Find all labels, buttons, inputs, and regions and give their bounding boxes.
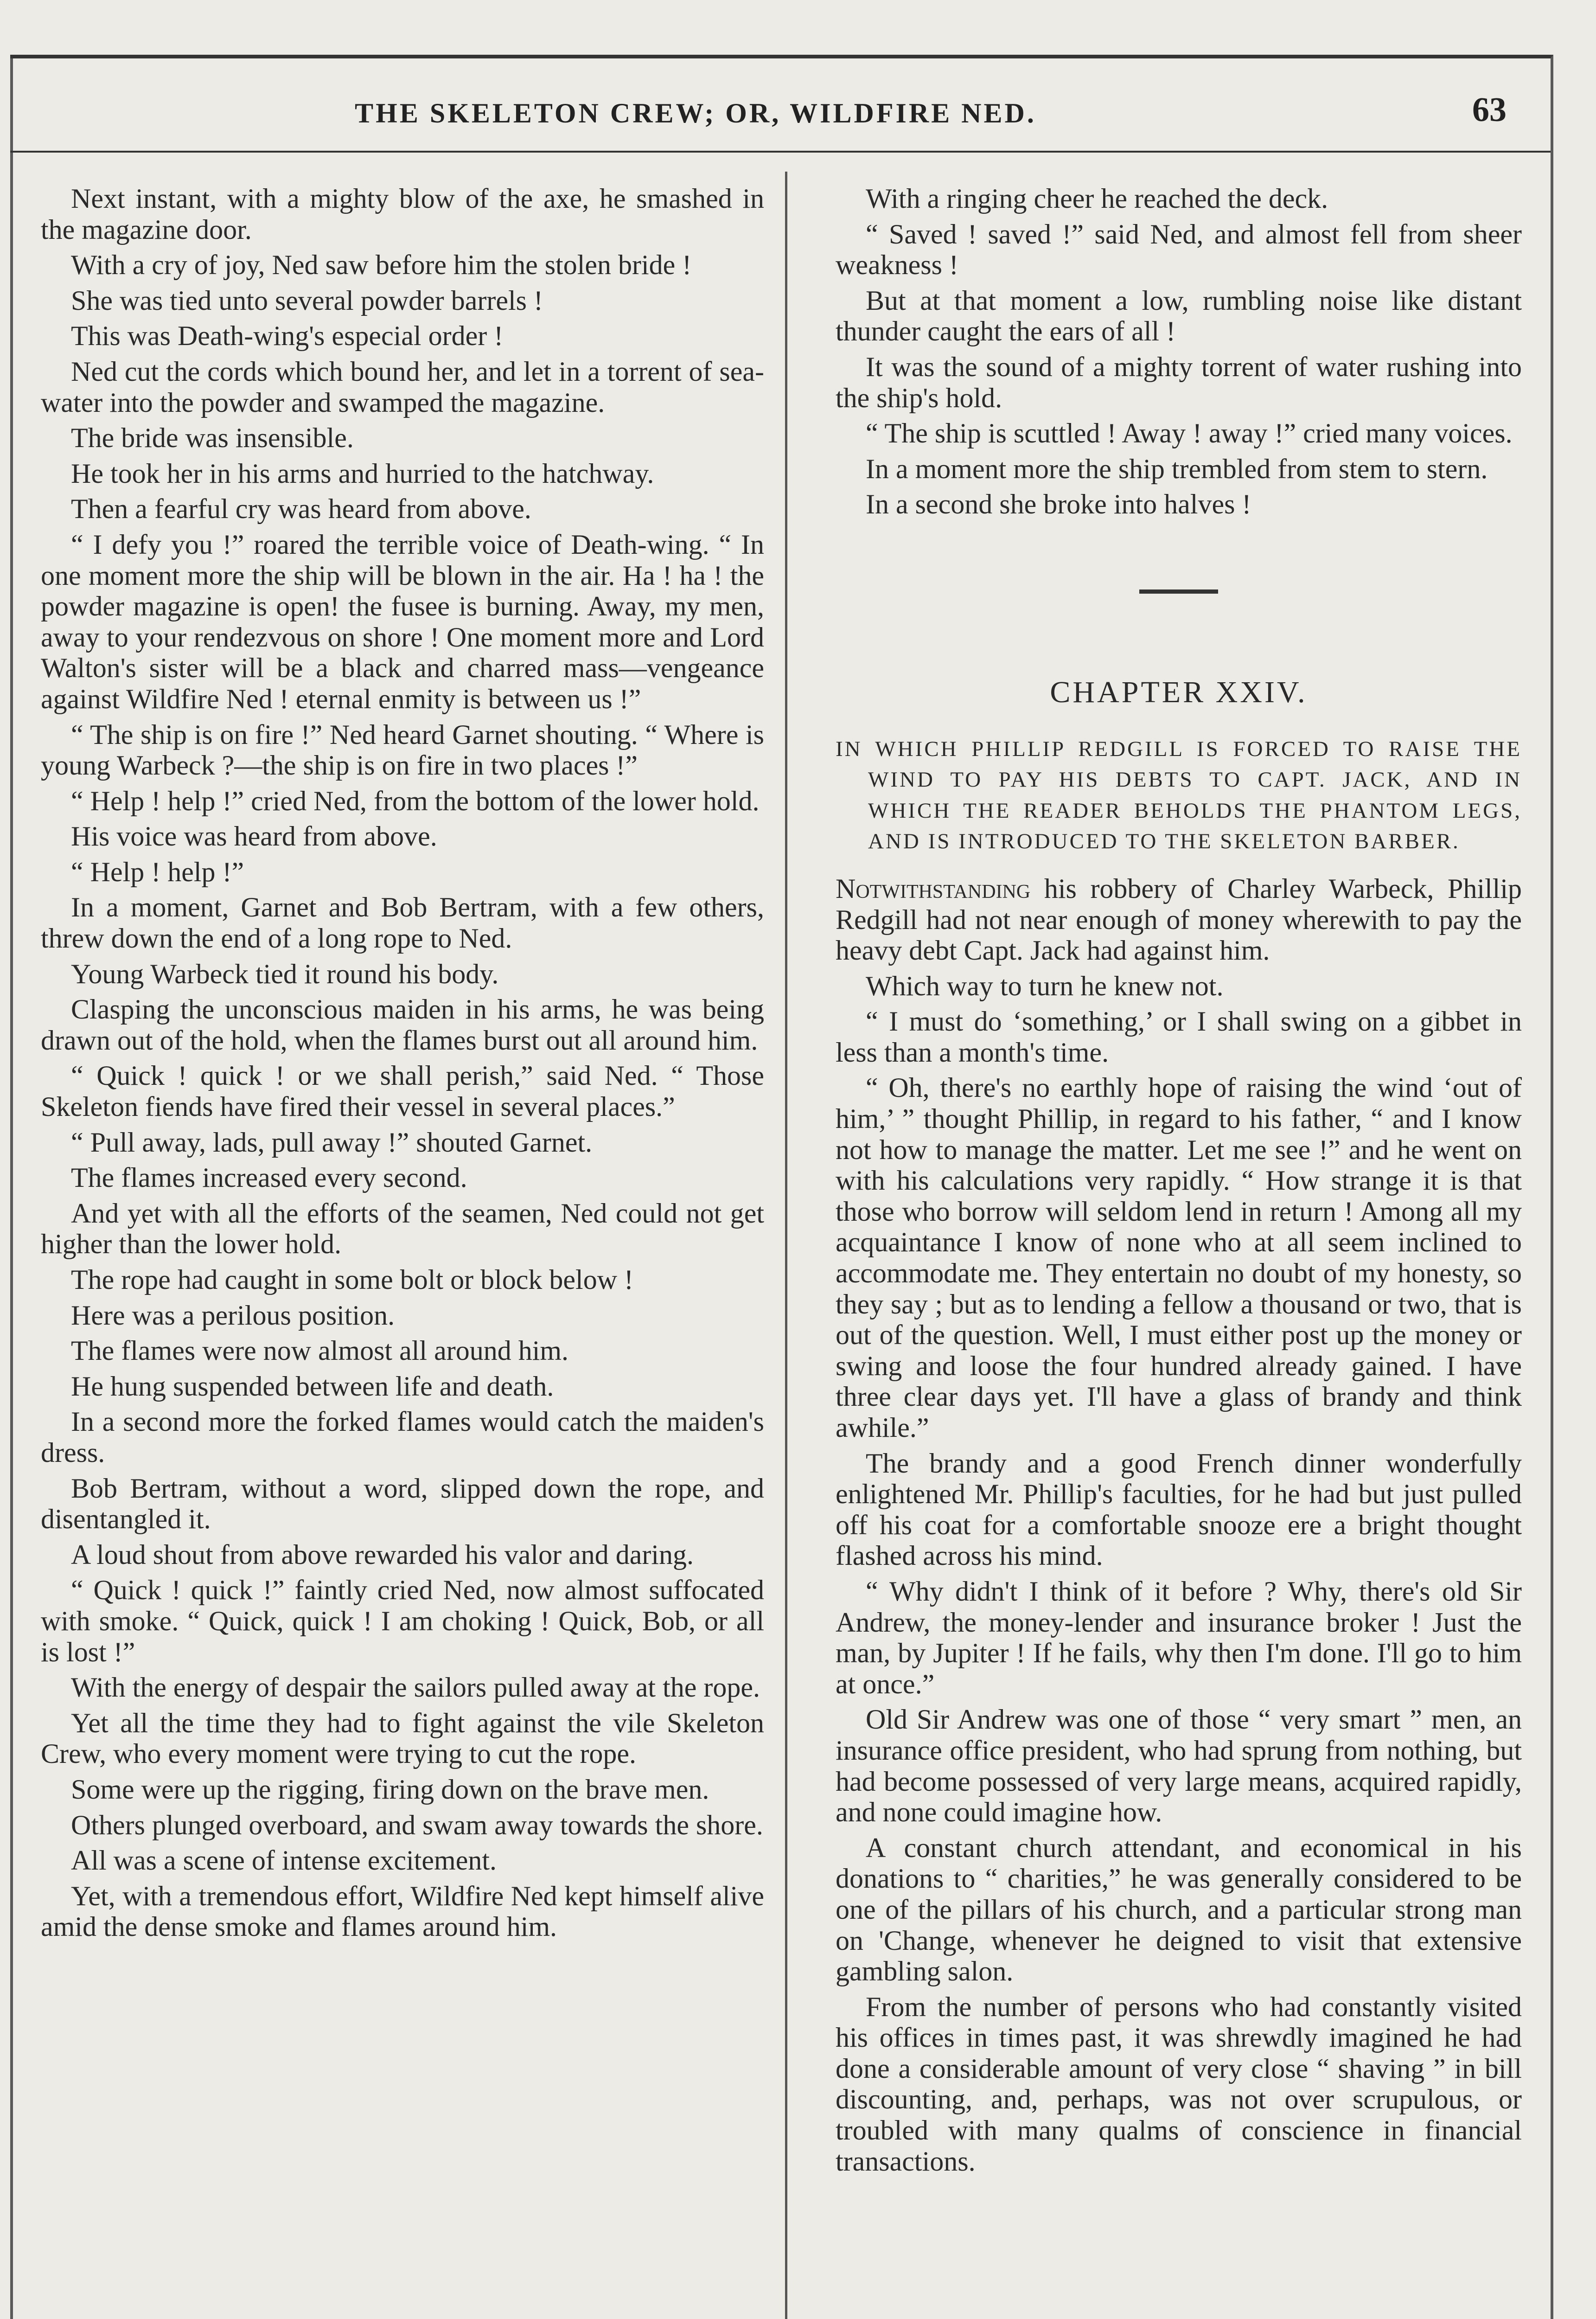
right-column-continuation — [836, 183, 1522, 520]
paragraph: He hung suspended between life and death. — [71, 1371, 554, 1402]
paragraph: “ Help ! help !” — [71, 856, 244, 887]
chapter-subtitle: IN WHICH PHILLIP REDGILL IS FORCED TO RAISE THE WIND TO PAY HIS DEBTS TO CAPT. JACK, AND IN WHICH THE READER BEHOLDS THE PHANTOM LEGS, AND IS INTRODUCED TO THE SKELETON BARBER. — [836, 737, 1522, 854]
paragraph: “ I defy you !” roared the terrible voice of Death-wing. “ In one moment more the ship will be blown in the air. Ha ! ha ! the powder magazine is open! the fusee is burning. Away, my men, away to your rendezvous on shore ! One moment more and Lord Walton's sister will be a black and charred mass—vengeance against Wildfire Ned ! eternal enmity is between us !” — [41, 529, 764, 714]
paragraph: In a second more the forked flames would catch the maiden's dress. — [41, 1406, 764, 1468]
paragraph: A constant church attendant, and economical in his donations to “ charities,” he was generally considered to be one of the pillars of his church, and a particular strong man on 'Change, whenever he deigned to visit that extensive gambling salon. — [836, 1832, 1522, 1987]
paragraph: The brandy and a good French dinner wonderfully enlightened Mr. Phillip's faculties, for he had but just pulled off his coat for a comfortable snooze ere a bright thought flashed across his mind. — [836, 1448, 1522, 1571]
paragraph: Next instant, with a mighty blow of the axe, he smashed in the magazine door. — [41, 183, 764, 245]
paragraph: Then a fearful cry was heard from above. — [71, 493, 531, 525]
paragraph: It was the sound of a mighty torrent of water rushing into the ship's hold. — [836, 351, 1522, 413]
paragraph: “ Oh, there's no earthly hope of raising the wind ‘out of him,’ ” thought Phillip, in regard to his father, “ and I know not how to manage the matter. Let me see !” and he went on with his calculations very rapidly. “ How strange it is that those who borrow will seldom lend in return ! Among all my acquaintance I know of none who at all seem inclined to accommodate me. They entertain no doubt of my honesty, so they say ; but as to lending a fellow a thousand or two, that is out of the question. Well, I must either post up the money or swing and loose the four hundred already gained. I have three clear days yet. I'll have a glass of brandy and think awhile.” — [836, 1072, 1522, 1443]
paragraph: Young Warbeck tied it round his body. — [71, 958, 499, 989]
paragraph: “ Help ! help !” cried Ned, from the bottom of the lower hold. — [71, 785, 760, 816]
paragraph: In a moment, Garnet and Bob Bertram, with a few others, threw down the end of a long rope to Ned. — [41, 892, 764, 954]
section-separator — [1139, 589, 1218, 594]
paragraph: Here was a perilous position. — [71, 1300, 395, 1331]
paragraph: The flames were now almost all around him. — [71, 1335, 569, 1366]
paragraph: With a ringing cheer he reached the deck. — [866, 183, 1328, 214]
paragraph: From the number of persons who had constantly visited his offices in times past, it was shrewdly imagined he had done a considerable amount of very close “ shaving ” in bill discounting, and, perhaps, was not over scrupulous, or troubled with many qualms of conscience in financial transactions. — [836, 1991, 1522, 2177]
paragraph: A loud shout from above rewarded his valor and daring. — [71, 1539, 694, 1570]
opening-text: his robbery of Charley Warbeck, Phillip Redgill had not near enough of money wherewith to pay the heavy debt Capt. Jack had against him. — [836, 873, 1522, 966]
paragraph: She was tied unto several powder barrels ! — [71, 285, 543, 316]
opening-word: Notwithstanding — [836, 873, 1031, 904]
paragraph: “ Quick ! quick ! or we shall perish,” said Ned. “ Those Skeleton fiends have fired their vessel in several places.” — [41, 1060, 764, 1122]
running-title: THE SKELETON CREW; OR, WILDFIRE NED. — [355, 98, 1036, 128]
column-divider — [785, 172, 787, 2319]
paragraph: In a moment more the ship trembled from stem to stern. — [866, 453, 1488, 484]
paragraph: With a cry of joy, Ned saw before him the stolen bride ! — [71, 250, 692, 281]
chapter-opening-paragraph — [836, 873, 1522, 966]
paragraph: The bride was insensible. — [71, 423, 354, 454]
paragraph: In a second she broke into halves ! — [866, 489, 1251, 520]
right-column — [836, 183, 1522, 2181]
header-rule-top — [10, 55, 1551, 58]
right-column-chapter-text — [836, 971, 1522, 2177]
paragraph: The flames increased every second. — [71, 1162, 467, 1193]
paragraph: Others plunged overboard, and swam away towards the shore. — [71, 1809, 763, 1840]
paragraph: He took her in his arms and hurried to the hatchway. — [71, 458, 654, 489]
paragraph: This was Death-wing's especial order ! — [71, 320, 504, 352]
left-column — [41, 183, 764, 1947]
paragraph: Some were up the rigging, firing down on the brave men. — [71, 1774, 709, 1805]
paragraph: Bob Bertram, without a word, slipped down the rope, and disentangled it. — [41, 1473, 764, 1535]
paragraph: “ Why didn't I think of it before ? Why, there's old Sir Andrew, the money-lender and insurance broker ! Just the man, by Jupiter ! If he fails, why then I'm done. I'll go to him at once.” — [836, 1576, 1522, 1699]
header-rule-bottom — [10, 151, 1551, 153]
paragraph: Ned cut the cords which bound her, and let in a torrent of sea-water into the powder and swamped the magazine. — [41, 356, 764, 418]
paragraph: Old Sir Andrew was one of those “ very smart ” men, an insurance office president, who had sprung from nothing, but had become possessed of very large means, acquired rapidly, and none could imagine how. — [836, 1704, 1522, 1828]
paragraph: With the energy of despair the sailors pulled away at the rope. — [71, 1672, 760, 1703]
paragraph: “ Saved ! saved !” said Ned, and almost fell from sheer weakness ! — [836, 218, 1522, 281]
paragraph: The rope had caught in some bolt or block below ! — [71, 1264, 634, 1295]
paragraph: Yet, with a tremendous effort, Wildfire Ned kept himself alive amid the dense smoke and flames around him. — [41, 1880, 764, 1942]
paragraph: “ The ship is on fire !” Ned heard Garnet shouting. “ Where is young Warbeck ?—the ship is on fire in two places !” — [41, 719, 764, 781]
paragraph: Yet all the time they had to fight against the vile Skeleton Crew, who every moment were trying to cut the rope. — [41, 1707, 764, 1769]
page-number: 63 — [1472, 91, 1507, 129]
paragraph: Clasping the unconscious maiden in his arms, he was being drawn out of the hold, when the flames burst out all around him. — [41, 994, 764, 1056]
paragraph: And yet with all the efforts of the seamen, Ned could not get higher than the lower hold. — [41, 1198, 764, 1260]
paragraph: Which way to turn he knew not. — [866, 970, 1224, 1001]
paragraph: “ Pull away, lads, pull away !” shouted Garnet. — [71, 1127, 593, 1158]
paragraph: “ The ship is scuttled ! Away ! away !” cried many voices. — [866, 418, 1513, 449]
paragraph: “ Quick ! quick !” faintly cried Ned, now almost suffocated with smoke. “ Quick, quick ! I am choking ! Quick, Bob, or all is lost !” — [41, 1575, 764, 1667]
paragraph: His voice was heard from above. — [71, 821, 437, 852]
paragraph: “ I must do ‘something,’ or I shall swing on a gibbet in less than a month's time. — [836, 1006, 1522, 1068]
paragraph: All was a scene of intense excitement. — [71, 1845, 497, 1876]
paragraph: But at that moment a low, rumbling noise like distant thunder caught the ears of all ! — [836, 285, 1522, 347]
chapter-title: CHAPTER XXIV. — [1050, 675, 1308, 709]
